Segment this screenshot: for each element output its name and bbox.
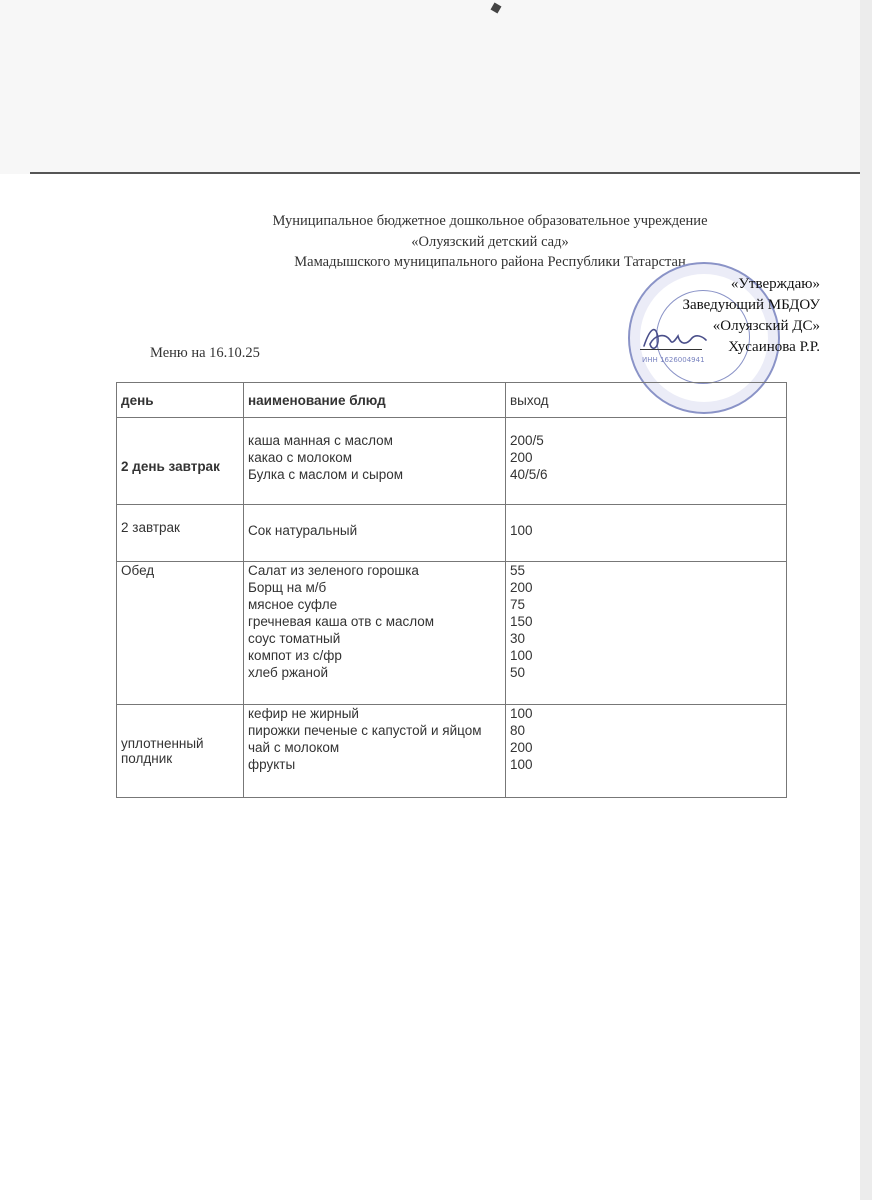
dish-item: чай с молоком — [248, 740, 340, 755]
output-item: 100 — [510, 757, 533, 772]
dish-item: компот из с/фр — [248, 648, 342, 663]
row-dishes — [244, 505, 506, 562]
output-item: 50 — [510, 665, 526, 680]
output-item: 100 — [510, 648, 533, 663]
output-item: 100 — [510, 706, 533, 721]
dish-item: Салат из зеленого горошка — [248, 563, 419, 578]
output-item: 100 — [510, 523, 533, 538]
table-row — [117, 418, 787, 505]
header-line-3: Мамадышского муниципального района Республики Татарстан — [294, 254, 686, 270]
dish-item: соус томатный — [248, 631, 341, 646]
stamp-text: ИНН 1626004941 — [642, 356, 705, 364]
dish-item: мясное суфле — [248, 597, 338, 612]
row-dishes — [244, 418, 506, 505]
dish-item: пирожки печеные с капустой и яйцом — [248, 723, 482, 738]
row-day: 2 день завтрак — [117, 418, 244, 505]
dish-item: фрукты — [248, 757, 296, 772]
table-row — [117, 705, 787, 798]
table-row — [117, 505, 787, 562]
scan-top-shade — [0, 0, 872, 174]
dish-item: гречневая каша отв с маслом — [248, 614, 435, 629]
output-item: 80 — [510, 723, 526, 738]
output-item: 150 — [510, 614, 533, 629]
output-item: 55 — [510, 563, 526, 578]
dish-item: хлеб ржаной — [248, 665, 329, 680]
approval-line-4: Хусаинова Р.Р. — [728, 339, 820, 355]
row-outputs — [506, 505, 787, 562]
dish-item: кефир не жирный — [248, 706, 359, 721]
row-day — [117, 505, 244, 562]
approval-line-1: «Утверждаю» — [730, 276, 820, 292]
output-item: 75 — [510, 597, 526, 612]
header-line-2: «Олуязский детский сад» — [411, 234, 569, 250]
menu-table — [116, 382, 787, 798]
dish-item: какао с молоком — [248, 450, 353, 465]
header-output: выход — [506, 383, 787, 418]
dish-item: Борщ на м/б — [248, 580, 327, 595]
row-day — [117, 562, 244, 705]
row-dishes — [244, 562, 506, 705]
header-day: день — [117, 383, 244, 418]
output-item: 200/5 — [510, 433, 544, 448]
output-item: 200 — [510, 580, 533, 595]
row-day: уплотненный полдник — [117, 705, 244, 798]
output-item: 40/5/6 — [510, 467, 548, 482]
header-line-1: Муниципальное бюджетное дошкольное образовательное учреждение — [272, 213, 708, 229]
approval-line-2: Заведующий МБДОУ — [682, 297, 820, 313]
dish-item: каша манная с маслом — [248, 433, 393, 448]
header-dish: наименование блюд — [244, 383, 506, 418]
dish-item: Сок натуральный — [248, 523, 358, 538]
table-header-row — [117, 383, 787, 418]
menu-title: Меню на 16.10.25 — [150, 345, 260, 361]
output-item: 200 — [510, 740, 533, 755]
row-outputs — [506, 562, 787, 705]
table-row — [117, 562, 787, 705]
row-day-label: 2 завтрак — [121, 520, 180, 535]
row-dishes — [244, 705, 506, 798]
approval-block — [682, 274, 820, 358]
row-outputs — [506, 418, 787, 505]
row-outputs — [506, 705, 787, 798]
output-item: 200 — [510, 450, 533, 465]
dish-item: Булка с маслом и сыром — [248, 467, 404, 482]
row-day-label: Обед — [121, 563, 155, 578]
output-item: 30 — [510, 631, 526, 646]
scan-right-shade — [860, 0, 872, 1200]
approval-line-3: «Олуязский ДС» — [712, 318, 820, 334]
scan-edge-line — [30, 172, 872, 174]
